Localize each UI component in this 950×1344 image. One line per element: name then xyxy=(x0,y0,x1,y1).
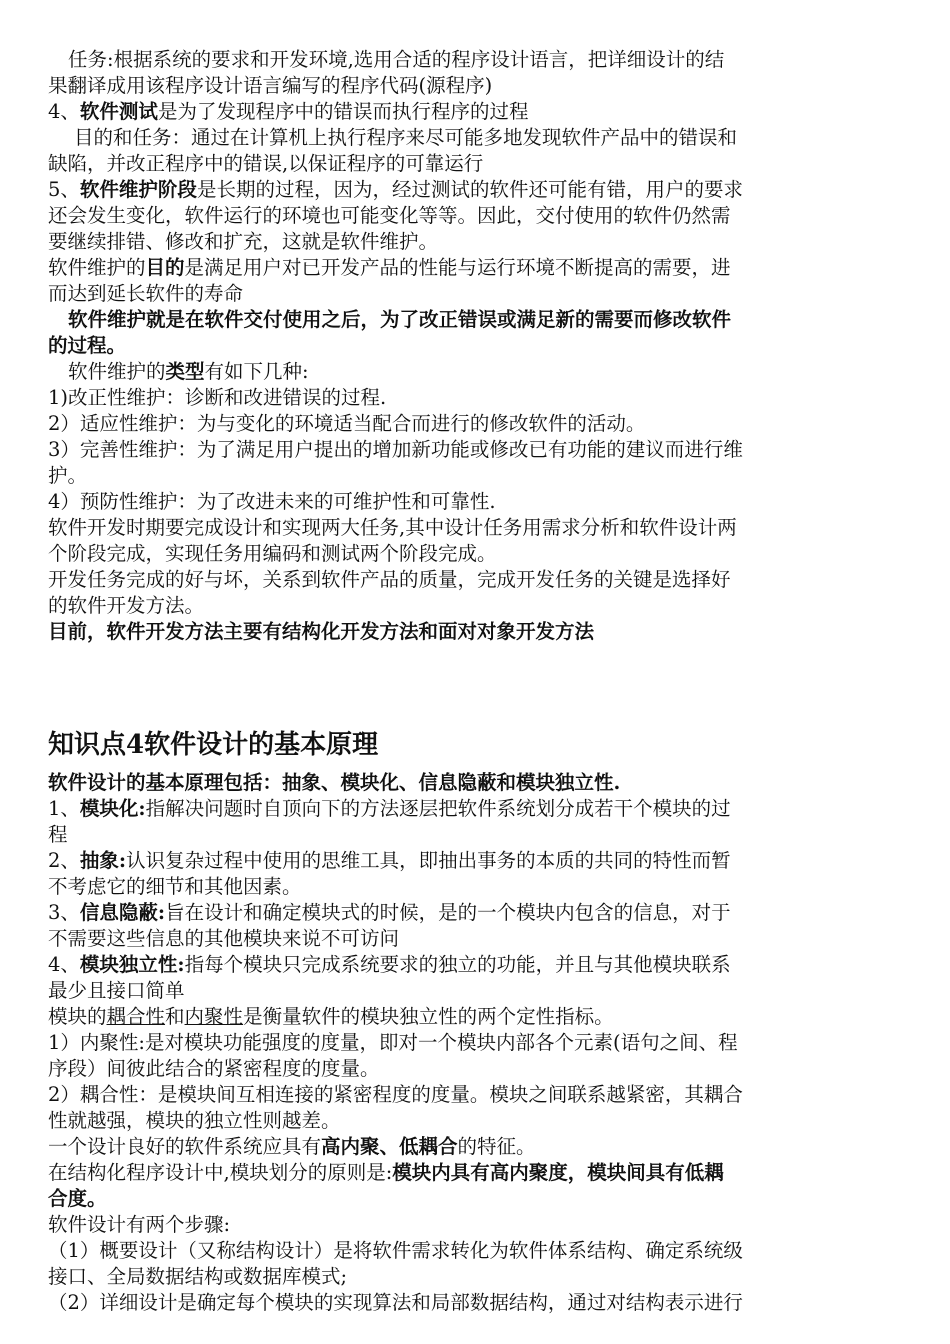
term-modularity: 模块化: xyxy=(79,797,146,820)
paragraph-maintenance-purpose xyxy=(48,255,908,281)
term-division-principle: 模块内具有高内聚度，模块间具有低耦 xyxy=(392,1161,724,1184)
paragraph-independence xyxy=(48,952,908,978)
paragraph-coding-task-cont: 果翻译成用该程序设计语言编写的程序代码(源程序) xyxy=(48,74,493,97)
good-design-rest: 的特征。 xyxy=(457,1135,536,1158)
paragraph-maintenance-cont: 要继续排错、修改和扩充，这就是软件维护。 xyxy=(48,230,439,253)
paragraph-modularity xyxy=(48,796,908,822)
paragraph-independence-cont: 最少且接口简单 xyxy=(48,979,185,1002)
paragraph-testing-goal-cont: 缺陷，并改正程序中的错误,以保证程序的可靠运行 xyxy=(48,152,484,175)
testing-definition: 是为了发现程序中的错误而执行程序的过程 xyxy=(157,100,529,123)
term-abstraction: 抽象: xyxy=(79,849,127,872)
term-cohesion: 内聚性 xyxy=(184,1005,244,1028)
info-hiding-definition: 旨在设计和确定模块式的时候，是的一个模块内包含的信息，对于 xyxy=(165,901,731,924)
independence-definition: 指每个模块只完成系统要求的独立的功能，并且与其他模块联系 xyxy=(184,953,731,976)
list-item-coupling-cont: 性就越强，模块的独立性则越差。 xyxy=(48,1109,341,1132)
section-heading: 知识点4软件设计的基本原理 xyxy=(48,730,379,760)
list-item-cohesion: 1）内聚性:是对模块功能强度的度量，即对一个模块内部各个元素(语句之间、程 xyxy=(48,1031,738,1054)
term-coupling: 耦合性 xyxy=(106,1005,166,1028)
paragraph-dev-tasks-cont: 个阶段完成，实现任务用编码和测试两个阶段完成。 xyxy=(48,542,497,565)
purpose-rest: 是满足用户对已开发产品的性能与运行环境不断提高的需要，进 xyxy=(184,256,731,279)
paragraph-testing xyxy=(48,99,908,125)
paragraph-maintenance xyxy=(48,177,908,203)
list-item-preliminary-design: （1）概要设计（又称结构设计）是将软件需求转化为软件体系结构、确定系统级 xyxy=(48,1239,743,1262)
list-item-coupling: 2）耦合性：是模块间互相连接的紧密程度的度量。模块之间联系越紧密，其耦合 xyxy=(48,1083,743,1106)
types-prefix: 软件维护的 xyxy=(68,360,166,383)
paragraph-maintenance-purpose-cont: 而达到延长软件的寿命 xyxy=(48,282,244,305)
paragraph-quality: 开发任务完成的好与坏，关系到软件产品的质量，完成开发任务的关键是选择好 xyxy=(48,568,731,591)
paragraph-dev-methods: 目前，软件开发方法主要有结构化开发方法和面对对象开发方法 xyxy=(48,620,595,643)
paragraph-design-steps: 软件设计有两个步骤: xyxy=(48,1213,231,1236)
list-item-detailed-design: （2）详细设计是确定每个模块的实现算法和局部数据结构，通过对结构表示进行 xyxy=(48,1291,743,1314)
term-high-cohesion-low-coupling: 高内聚、低耦合 xyxy=(321,1135,458,1158)
paragraph-abstraction-cont: 不考虑它的细节和其他因素。 xyxy=(48,875,302,898)
list-item-preliminary-design-cont: 接口、全局数据结构或数据库模式; xyxy=(48,1265,348,1288)
term-purpose: 目的 xyxy=(145,256,185,279)
division-prefix: 在结构化程序设计中,模块划分的原则是: xyxy=(48,1161,393,1184)
paragraph-maintenance-types xyxy=(48,359,928,385)
term-testing: 软件测试 xyxy=(79,100,158,123)
paragraph-division-principle-cont: 合度。 xyxy=(48,1187,107,1210)
paragraph-dev-tasks: 软件开发时期要完成设计和实现两大任务,其中设计任务用需求分析和软件设计两 xyxy=(48,516,737,539)
paragraph-info-hiding xyxy=(48,900,908,926)
maintenance-definition-bold: 软件维护就是在软件交付使用之后，为了改正错误或满足新的需要而修改软件 xyxy=(68,308,732,331)
metrics-and: 和 xyxy=(165,1005,185,1028)
item-number: 4、 xyxy=(48,100,80,123)
maintenance-definition: 是长期的过程，因为，经过测试的软件还可能有错，用户的要求 xyxy=(196,178,743,201)
term-independence: 模块独立性: xyxy=(79,953,185,976)
paragraph-maintenance-cont: 还会发生变化，软件运行的环境也可能变化等等。因此，交付使用的软件仍然需 xyxy=(48,204,731,227)
purpose-prefix: 软件维护的 xyxy=(48,256,146,279)
paragraph-division-principle xyxy=(48,1160,908,1186)
maintenance-definition-bold-cont: 的过程。 xyxy=(48,334,127,357)
abstraction-definition: 认识复杂过程中使用的思维工具，即抽出事务的本质的共同的特性而暂 xyxy=(126,849,731,872)
term-maintenance-phase: 软件维护阶段 xyxy=(79,178,197,201)
item-number: 3、 xyxy=(48,901,80,924)
good-design-prefix: 一个设计良好的软件系统应具有 xyxy=(48,1135,322,1158)
paragraph-principles: 软件设计的基本原理包括：抽象、模块化、信息隐蔽和模块独立性. xyxy=(48,771,621,794)
paragraph-coding-task: 任务:根据系统的要求和开发环境,选用合适的程序设计语言，把详细设计的结 xyxy=(68,48,725,71)
paragraph-testing-goal: 目的和任务：通过在计算机上执行程序来尽可能多地发现软件产品中的错误和 xyxy=(74,126,738,149)
types-rest: 有如下几种: xyxy=(204,360,309,383)
list-item-adaptive: 2）适应性维护：为与变化的环境适当配合而进行的修改软件的活动。 xyxy=(48,412,646,435)
term-types: 类型 xyxy=(165,360,205,383)
metrics-rest: 是衡量软件的模块独立性的两个定性指标。 xyxy=(243,1005,614,1028)
list-item-perfective-cont: 护。 xyxy=(48,464,88,487)
paragraph-modularity-cont: 程 xyxy=(48,823,68,846)
modularity-definition: 指解决问题时自顶向下的方法逐层把软件系统划分成若干个模块的过 xyxy=(145,797,731,820)
paragraph-good-design xyxy=(48,1134,908,1160)
paragraph-metrics xyxy=(48,1004,908,1030)
item-number: 1、 xyxy=(48,797,80,820)
paragraph-info-hiding-cont: 不需要这些信息的其他模块来说不可访问 xyxy=(48,927,400,950)
item-number: 2、 xyxy=(48,849,80,872)
list-item-perfective: 3）完善性维护：为了满足用户提出的增加新功能或修改已有功能的建议而进行维 xyxy=(48,438,743,461)
item-number: 4、 xyxy=(48,953,80,976)
list-item-corrective: 1)改正性维护：诊断和改进错误的过程. xyxy=(48,386,387,409)
item-number: 5、 xyxy=(48,178,80,201)
paragraph-quality-cont: 的软件开发方法。 xyxy=(48,594,205,617)
metrics-prefix: 模块的 xyxy=(48,1005,107,1028)
paragraph-abstraction xyxy=(48,848,908,874)
list-item-cohesion-cont: 序段）间彼此结合的紧密程度的度量。 xyxy=(48,1057,380,1080)
term-info-hiding: 信息隐蔽: xyxy=(79,901,166,924)
list-item-preventive: 4）预防性维护：为了改进未来的可维护性和可靠性. xyxy=(48,490,496,513)
